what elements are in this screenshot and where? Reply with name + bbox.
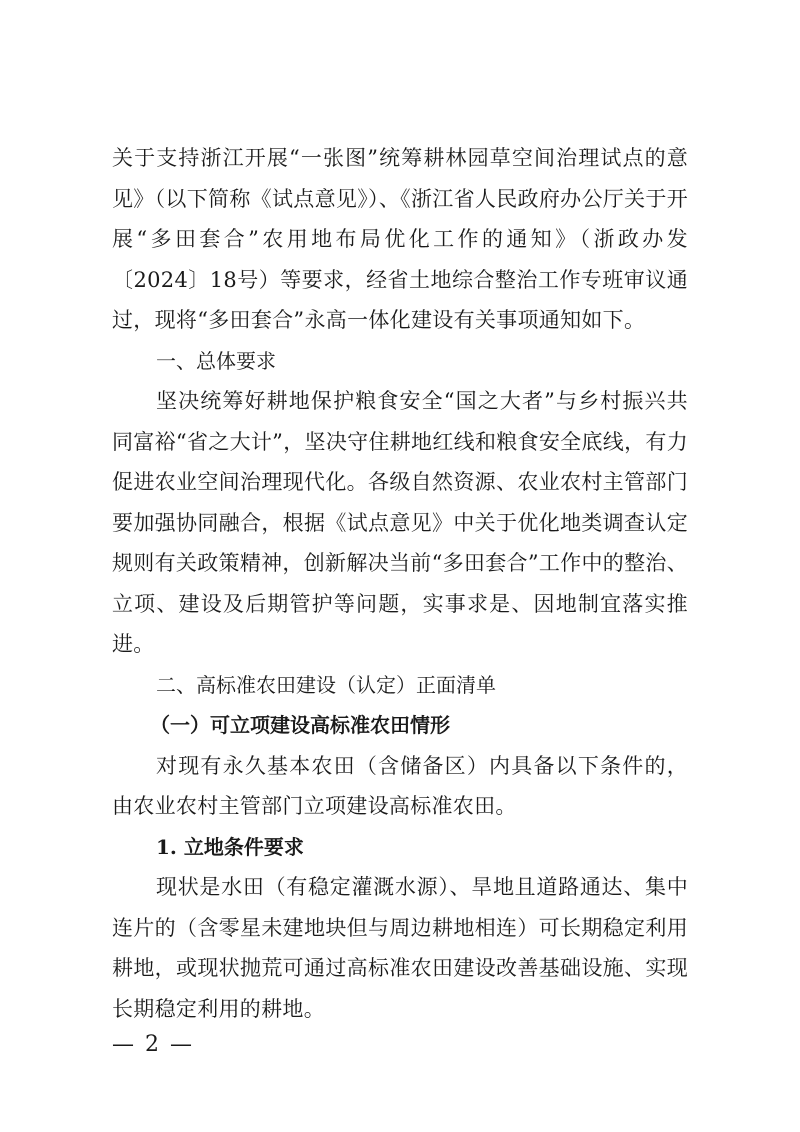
section-heading-positive-list: 二、高标准农田建设（认定）正面清单 (156, 672, 496, 697)
item-heading-site-conditions: 1. 立地条件要求 (156, 834, 304, 859)
section-heading-general-requirements: 一、总体要求 (156, 348, 276, 373)
subsection-heading-project-conditions: （一）可立项建设高标准农田情形 (150, 713, 450, 737)
page-number: — 2 — (112, 1032, 194, 1057)
document-body (112, 138, 688, 1029)
project-conditions-paragraph: 对现有永久基本农田（含储备区）内具备以下条件的，由农业农村主管部门立项建设高标准农田。 (112, 753, 688, 818)
site-conditions-paragraph: 现状是水田（有稳定灌溉水源）、旱地且道路通达、集中连片的（含零星未建地块但与周边耕地相连）可长期稳定利用耕地，或现状抛荒可通过高标准农田建设改善基础设施、实现长期稳定利用的耕地。 (112, 875, 688, 1021)
general-requirements-paragraph: 坚决统筹好耕地保护粮食安全“国之大者”与乡村振兴共同富裕“省之大计”，坚决守住耕地红线和粮食安全底线，有力促进农业空间治理现代化。各级自然资源、农业农村主管部门要加强协同融合，根据《试点意见》中关于优化地类调查认定规则有关政策精神，创新解决当前“多田套合”工作中的整治、立项、建设及后期管护等问题，实事求是、因地制宜落实推进。 (112, 389, 688, 656)
intro-paragraph: 关于支持浙江开展“一张图”统筹耕林园草空间治理试点的意见》（以下简称《试点意见》）、《浙江省人民政府办公厅关于开展“多田套合”农用地布局优化工作的通知》（浙政办发〔2024〕18号）等要求，经省土地综合整治工作专班审议通过，现将“多田套合”永高一体化建设有关事项通知如下。 (112, 146, 688, 332)
